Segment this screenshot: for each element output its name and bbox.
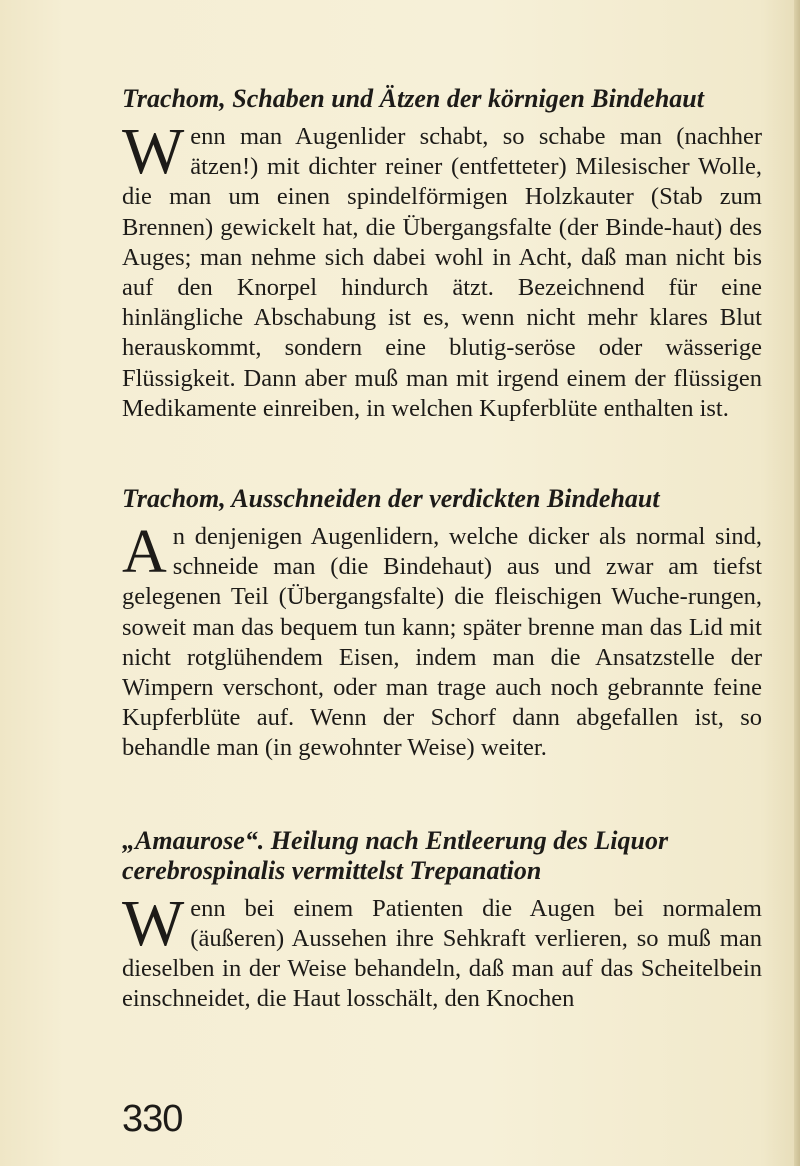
page-number: 330	[122, 1098, 183, 1140]
drop-cap: W	[122, 886, 185, 960]
drop-cap: W	[122, 115, 185, 188]
drop-cap: A	[122, 518, 167, 587]
section-heading: Trachom, Schaben und Ätzen der körnigen Bindehaut	[122, 84, 704, 113]
paragraph-text: enn man Augenlider schabt, so schabe man (nachher ätzen!) mit dichter reiner (entfetteter) Milesischer Wolle, die man um einen spindelförmigen Holzkauter (Stab zum Brennen) gewickelt hat, die Übergangsfalte (der Binde-haut) des Auges; man nehme sich dabei wohl in Acht, daß man nicht bis auf den Knorpel hindurch ätzt. Bezeichnend für eine hinlängliche Abschabung ist es, wenn nicht mehr klares Blut herauskommt, sondern eine blutig-seröse oder wässerige Flüssigkeit. Dann aber muß man mit irgend einem der flüssigen Medikamente einreiben, in welchen Kupferblüte enthalten ist.	[122, 123, 762, 422]
section-amaurose	[122, 826, 762, 1015]
section-trachom-schaben	[122, 84, 762, 424]
paragraph-text: n denjenigen Augenlidern, welche dicker als normal sind, schneide man (die Bindehaut) aus und zwar am tiefst gelegenen Teil (Übergangsfalte) die fleischigen Wuche-rungen, soweit man das bequem tun kann; später brenne man das Lid mit nicht rotglühendem Eisen, indem man die Ansatzstelle der Wimpern verschont, oder man trage auch noch gebrannte feine Kupferblüte auf. Wenn der Schorf dann abgefallen ist, so behandle man (in gewohnter Weise) weiter.	[122, 523, 762, 762]
section-paragraph	[122, 518, 762, 764]
section-heading: Trachom, Ausschneiden der verdickten Bindehaut	[122, 484, 660, 514]
section-trachom-ausschneiden	[122, 484, 762, 764]
section-paragraph	[122, 115, 762, 424]
paragraph-text: enn bei einem Patienten die Augen bei normalem (äußeren) Aussehen ihre Sehkraft verlieren, so muß man dieselben in der Weise behandeln, daß man auf das Scheitelbein einschneidet, die Haut losschält, den Knochen	[122, 894, 762, 1013]
section-paragraph	[122, 886, 762, 1015]
section-heading: „Amaurose“. Heilung nach Entleerung des Liquor cerebrospinalis vermittelst Trepanation	[122, 825, 669, 885]
page-content	[122, 84, 762, 1014]
page-edge	[794, 0, 800, 1166]
